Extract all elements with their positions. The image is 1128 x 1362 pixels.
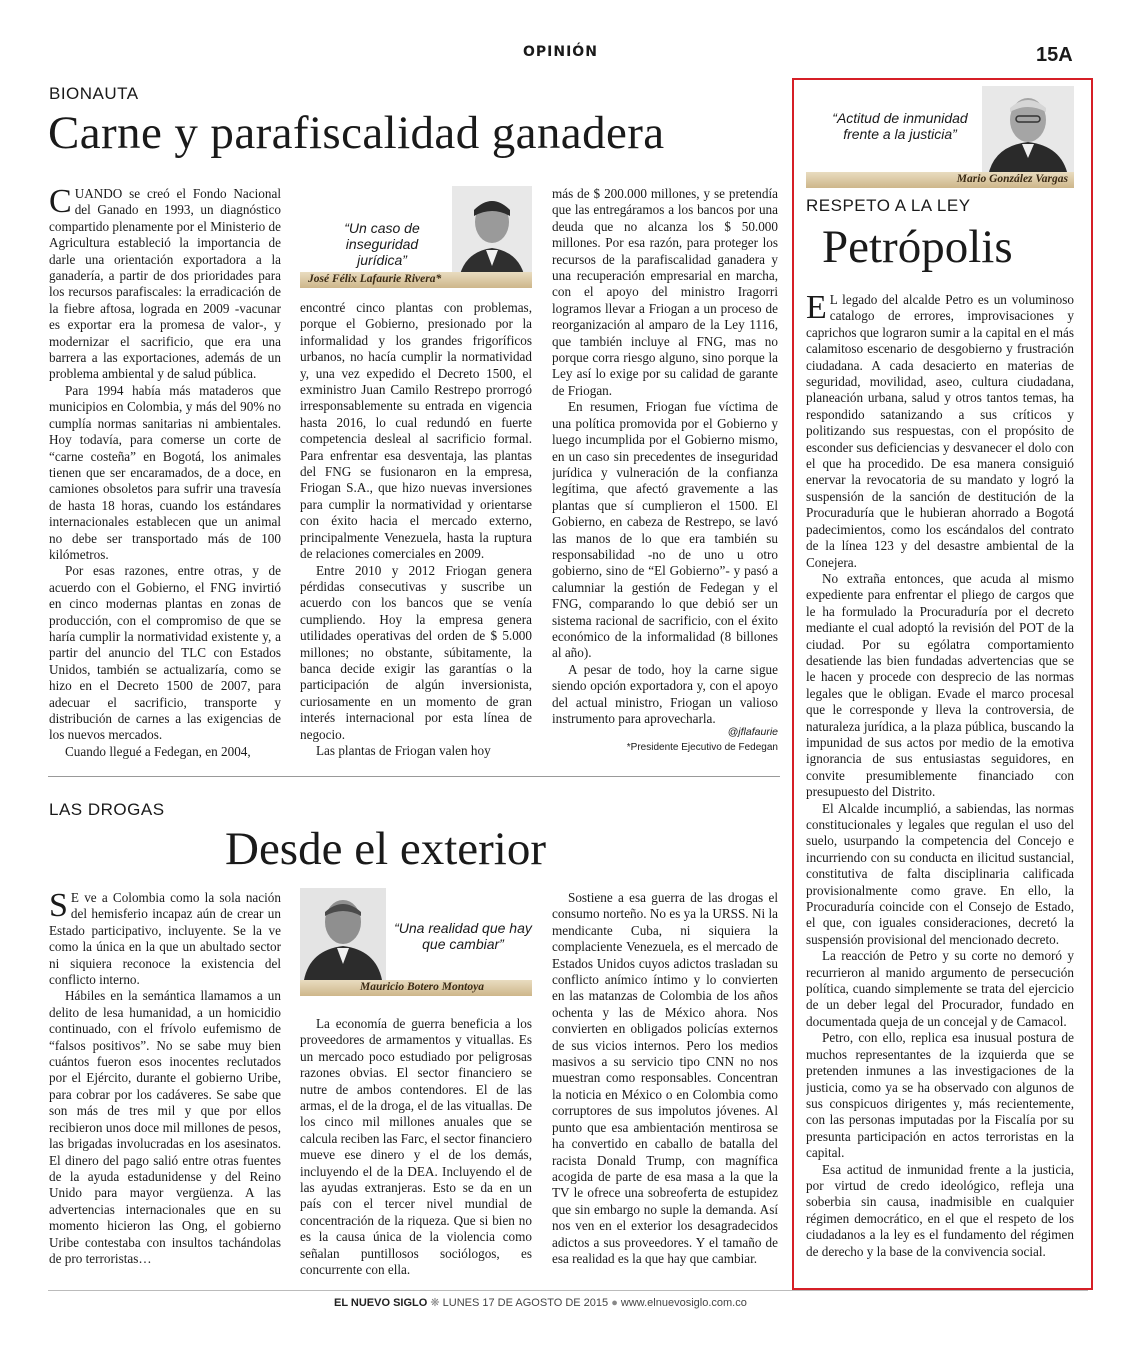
- section-label: OPINIÓN: [523, 44, 598, 60]
- article1-author: José Félix Lafaurie Rivera*: [308, 273, 442, 285]
- article2-paragraph: Sostiene a esa guerra de las drogas el consumo norteño. No es ya la URSS. Ni la mendicante Cuba, ni siquiera la complaciente Venezuela, es el mercado de Estados Unidos cuyos adictos trasladan su conflicto anímico íntimo y lo convierten en las matanzas de Colombia de los años ochenta y las de México ahora. Nos convierten en obligados policías externos de sus vicios internos. Pero los medios masivos a su servicio tipo CNN no nos muestran como responsables. Concentran la noticia en México o en Colombia como corruptores de sus impolutos jóvenes. Al punto que esa ambientación mentirosa se ha convertido en caballo de batalla del racista Donald Trump, con magnífica acogida de parte de esa masa a la que la TV le ofrece una sobreoferta de estupidez que sin embargo no suple la demanda. Así nos ven en el exterior los desagradecidos adictos a sus proveedores. Y el tamaño de esa realidad es la que hay que cambiar.: [552, 890, 778, 1266]
- article1-paragraph: En resumen, Friogan fue víctima de una política promovida por el Gobierno y luego incumplida por el Gobierno mismo, en un caso sin precedentes de inseguridad jurídica y vulneración de la confianza legítima, que afectó gravemente a las plantas que sí cumplieron el 1500. El Gobierno, en cabeza de Restrepo, se lavó las manos de lo que era también su responsabilidad -no de uno u otro gobierno, sino de “El Gobierno”- y pasó a calumniar la gestión de Fedegan y el FNG, comparando lo que debió ser un sistema racional de sacrificio, con el éxito económico de la informalidad (8 billones al año).: [552, 399, 778, 661]
- article3-paragraph: El Alcalde incumplió, a sabiendas, las normas constitucionales y legales que regulan el uso del suelo, usurpando la competencia del Concejo e incurriendo con su conducta en ilicitud sustancial, constitutiva de falta disciplinaria calificada provisionalmente como grave. En ello, la Procuraduría coincide con el Consejo de Estado, el que, con iguales consideraciones, decretó la suspensión provisional del mencionado decreto.: [806, 800, 1074, 947]
- article1-paragraph: Entre 2010 y 2012 Friogan genera pérdidas consecutivas y suscribe un acuerdo con los bancos que se venía cumpliendo. Hoy la empresa genera utilidades operativas del orden de $ 5.000 millones; no obstante, súbitamente, la banca decide exigir las garantías o la participación de algún inversionista, curiosamente en un momento de gran interés internacional por esta línea de negocio.: [300, 562, 532, 742]
- article2-author: Mauricio Botero Montoya: [360, 981, 484, 993]
- footer: [334, 1296, 747, 1309]
- author-handle: @jflafaurie: [727, 726, 778, 738]
- article3-body: [806, 292, 1074, 1282]
- article1-paragraph: Las plantas de Friogan valen hoy: [316, 742, 491, 758]
- article3-headline: Petrópolis: [822, 221, 1013, 273]
- article3-paragraph: Petro, con ello, replica esa inusual postura de muchos representantes de la izquierda que se pretenden inmunes a las investigaciones de la justicia, como ya se ha observado con algunos de sus conspicuos dirigentes y, más recientemente, con las personas imputadas por la Fiscalía por su presunta participación en actos terroristas en la capital.: [806, 1030, 1074, 1161]
- portrait-photo-icon: [300, 888, 386, 980]
- article2-paragraph: La economía de guerra beneficia a los proveedores de armamentos y vituallas. Es un mercado poco estudiado por peligrosas razones obvias. El sector financiero se nutre de ambos contendores. El de las armas, el de la droga, el de las vituallas. De los cinco mil millones anuales que se calcula reciben las Farc, el sector financiero mueve ese dinero y el de los demás, incluyendo el de la DEA. Incluyendo el de las ayudas extranjeras. Esto se da en un país con el tercer nivel mundial de concentración de la riqueza. Que si bien no es la causa única de la violencia como señalan puntillosos sociólogos, es concurrente con ella.: [300, 1016, 532, 1278]
- website-url[interactable]: www.elnuevosiglo.com.co: [620, 1297, 747, 1309]
- portrait-photo-icon: [982, 86, 1074, 176]
- article1-pull-quote: “Un caso de inseguridad jurídica”: [344, 220, 420, 268]
- article2-headline: Desde el exterior: [225, 823, 547, 875]
- article2-column-3: [552, 890, 778, 1286]
- bullet-dot-icon: ●: [611, 1297, 621, 1309]
- article2-column-2: [300, 1016, 532, 1286]
- article1-kicker: BIONAUTA: [49, 84, 139, 103]
- article2-column-1: [49, 890, 281, 1290]
- author-portrait-lafaurie: [452, 186, 532, 284]
- author-portrait-gonzalez: [982, 86, 1074, 176]
- author-footnote: *Presidente Ejecutivo de Fedegan: [626, 742, 778, 753]
- article3-author: Mario González Vargas: [956, 173, 1068, 185]
- drop-cap: C: [49, 186, 72, 220]
- article3-pull-quote: “Actitud de inmunidad frente a la justicia”: [832, 110, 968, 142]
- drop-cap: E: [806, 292, 827, 326]
- article1-paragraph: más de $ 200.000 millones, y se pretendía que las entregáramos a los bancos por una deuda que no alcanza los $ 50.000 millones. Por esa razón, para proteger los recursos de la parafiscalidad ganadera y una recuperación empresarial en marcha, con el apoyo del ministro Iragorri logramos llevar a Friogan a un proceso de reorganización al amparo de la Ley 1116, que también incluye al FNG, mas no porque corra riesgo alguno, sino porque la Ley así lo exige por su calidad de garante de Friogan.: [552, 186, 778, 398]
- article1-column-3: [552, 186, 778, 736]
- article2-paragraph: Hábiles en la semántica llamamos a un delito de lesa humanidad, a un homicidio continuado, con el frívolo eufemismo de “falsos positivos”. No se sabe muy bien cuántos fueron esos inocentes reclutados por el Ejército, durante el gobierno Uribe, para cobrar por los cadáveres. Se sabe que son más de tres mil y que por ellos recibieron unos doce mil millones de pesos, las brigadas involucradas en los asesinatos. El dinero del pago salió entre otras fuentes de la ayuda estadunidense y del Reino Unido para mayor vergüenza. A las advertencias internacionales que en su momento hicieron las Ong, el gobierno Uribe contestaba con insultos tachándolas de pro terroristas…: [49, 988, 281, 1266]
- article2-pull-quote: “Una realidad que hay que cambiar”: [394, 920, 532, 952]
- article3-paragraph: La reacción de Petro y su corte no demoró y recurrieron al manido argumento de persecución política, cuando simplemente se trata del ejercicio de un deber legal del Procurador, fundado en documentada queja de un concejal y de Camacol.: [806, 948, 1074, 1029]
- article1-paragraph: Por esas razones, entre otras, y de acuerdo con el Gobierno, el FNG invirtió en cinco modernas plantas en zonas de producción, con el compromiso de que se haría cumplir la normatividad existente y, a partir del anuncio del TLC con Estados Unidos, también se actualizaría, como se hizo en el Decreto 1500 de 2007, para adecuar el sacrificio, transporte y distribución de carnes a las exigencias de los nuevos mercados.: [49, 563, 281, 743]
- article2-byline-bar: [300, 980, 532, 996]
- article1-paragraph: A pesar de todo, hoy la carne sigue siendo opción exportadora y, con el apoyo del actual ministro, Friogan un valioso instrumento para aprovecharla.: [552, 661, 778, 726]
- paper-name: EL NUEVO SIGLO: [334, 1297, 428, 1309]
- article1-paragraph: encontré cinco plantas con problemas, porque el Gobierno, presionado por la informalidad y los grandes frigoríficos urbanos, no hacía cumplir la normatividad y, una vez expedido el Decreto 1500, el exministro Juan Camilo Restrepo prorrogó irresponsablemente su entrada en vigencia hasta 2016, lo cual redundó en fuerte competencia desleal al sacrificio formal. Para enfrentar esa desventaja, las plantas del FNG se fusionaron en la empresa, Friogan S.A., que hizo nuevas inversiones para cumplir la normatividad y orientarse con éxito hacia el mercado externo, principalmente Venezuela, hasta la ruptura de relaciones comerciales en 2009.: [300, 300, 532, 562]
- article2-kicker: LAS DROGAS: [49, 800, 165, 819]
- article1-headline: Carne y parafiscalidad ganadera: [48, 107, 665, 159]
- portrait-photo-icon: [452, 186, 532, 284]
- footer-rule: [48, 1290, 1088, 1291]
- article3-byline-bar: [806, 172, 1074, 188]
- article3-paragraph: No extraña entonces, que acuda al mismo expediente para enfrentar el pliego de cargos que le ha formulado la Procuraduría por el decreto mediante el cual adoptó la revisión del POT de la ciudad. Por su ególatra comportamiento desatiende las bien fundadas advertencias que se le hacen y procede con desprecio de las normas legales que le obligan. Evade el marco procesal que le corresponde y lleva la controversia, de naturaleza jurídica, a la plaza pública, buscando la impunidad de sus actos por medio de la emotiva ignorancia de sus entusiastas seguidores, en convite presumiblemente financiado con presupuesto del Distrito.: [806, 570, 1074, 800]
- article1-paragraph: Para 1994 había más mataderos que municipios en Colombia, y más del 90% no cumplía normas sanitarias ni ambientales. Hoy todavía, para comerse un corte de “carne costeña” en Bogotá, los animales tienen que ser encaramados, de a doce, en camiones obsoletos para sufrir una travesía de hasta 18 horas, cuando los estándares internacionales establecen que un animal no debe ser transportado más de 100 kilómetros.: [49, 382, 281, 562]
- article3-kicker: RESPETO A LA LEY: [806, 196, 971, 215]
- article1-byline-bar: [300, 272, 532, 288]
- article1-paragraph: Cuando llegué a Fedegan, en 2004,: [65, 743, 251, 759]
- section-divider: [48, 776, 780, 777]
- article1-column-1: [49, 186, 281, 762]
- author-portrait-botero: [300, 888, 386, 980]
- logo-mark-icon: ❋: [430, 1297, 443, 1309]
- article2-paragraph: S E ve a Colombia como la sola nación del hemisferio incapaz aún de crear un Estado participativo, incluyente. Se la ve como la única en la que un abultado sector ni siquiera reconoce la existencia del conflicto interno.: [49, 890, 281, 988]
- page-number: 15A: [1036, 44, 1073, 66]
- article1-column-2: [300, 300, 532, 762]
- drop-cap: S: [49, 890, 68, 924]
- edition-date: LUNES 17 DE AGOSTO DE 2015: [442, 1297, 609, 1309]
- article1-paragraph: CUANDO se creó el Fondo Nacional del Ganado en 1993, un diagnóstico compartido plenamente por el Ministerio de Agricultura estableció la importancia de darle una orientación exportadora a la ganadería, a partir de dos prioridades para los recursos parafiscales: la erradicación de la fiebre aftosa, lograda en 2009 -vacunar es exportar era la promesa de valor-, y modernizar el sacrificio, que era una barrera a las exportaciones, además de un problema ambiental y de salud pública.: [49, 186, 281, 382]
- article3-paragraph: Esa actitud de inmunidad frente a la justicia, por virtud de credo ideológico, refleja una soberbia sin causa, inadmisible en cualquier régimen democrático, en el que el respeto de los ciudadanos a la ley es el fundamento del régimen de derecho y la base de la convivencia social.: [806, 1161, 1074, 1259]
- article3-paragraph: E L legado del alcalde Petro es un voluminoso catalogo de errores, improvisaciones y caprichos que lograron sumir a la capital en el más calamitoso escenario de desgobierno y frustración ciudadana. A cada desacierto en materias de seguridad, movilidad, aseo, cultura ciudadana, planeación urbana, salud y otros tantos temas, ha respondido satanizando a sus críticos y politizando sus respuestas, con el propósito de esconder sus deficiencias y desvanecer el dolo con el que ha procedido. De esa manera consiguió enervar la revocatoria de su mandato y logró la suspensión de la sanción de destitución de la Procuraduría que le hubieran ahorrado a Bogotá padecimientos, como los escándalos del contrato de la línea 123 y del desastre ambiental de la Conejera.: [806, 292, 1074, 570]
